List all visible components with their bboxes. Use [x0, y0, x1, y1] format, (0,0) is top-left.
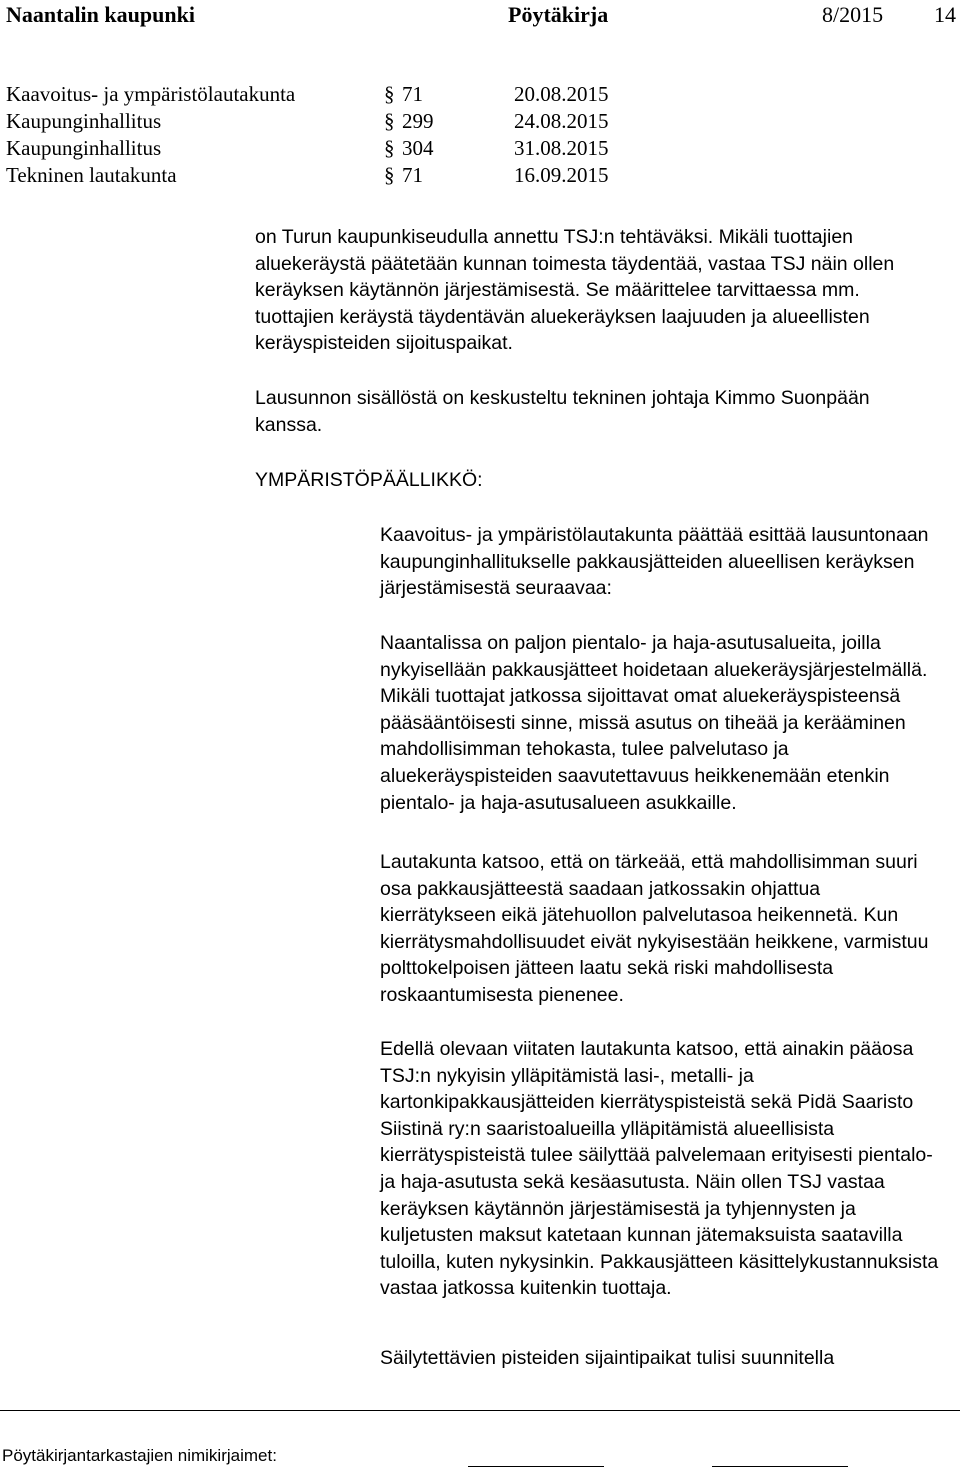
- proposal-section: [380, 849, 940, 1009]
- proposal-section: [380, 522, 940, 602]
- history-number: 71: [402, 82, 423, 106]
- proposal-section: [380, 630, 940, 816]
- signature-label: Pöytäkirjantarkastajien nimikirjaimet:: [2, 1446, 277, 1465]
- history-body: Kaavoitus- ja ympäristölautakunta: [6, 82, 296, 106]
- footer-divider: [0, 1410, 960, 1411]
- history-number: 304: [402, 136, 434, 160]
- history-body: Kaupunginhallitus: [6, 136, 162, 160]
- history-date: 24.08.2015: [514, 109, 609, 133]
- signature-line: [712, 1466, 848, 1467]
- section-sign: §: [384, 163, 395, 187]
- section-sign: §: [384, 109, 395, 133]
- proposal-paragraph: Edellä olevaan viitaten lautakunta katsoo, että ainakin pääosa TSJ:n nykyisin ylläpitämistä lasi-, metalli- ja kartonkipakkausjätteiden kierrätyspisteistä sekä Pidä Saaristo Siistinä ry:n saaristoalueilla ylläpitämistä alueellisista kierrätyspisteistä tulee säilyttää palvelemaan erityisesti pientalo- ja haja-asutusta sekä kesäasutusta. Näin ollen TSJ vastaa keräyksen käytännön järjestämisestä ja tyhjennysten ja kuljetusten maksut katetaan kunnan jätemaksuista saatavilla tuloilla, kuten nykysinkin. Pakkausjätteen käsittelykustannuksista vastaa jatkossa kuitenkin tuottaja.: [380, 1038, 939, 1300]
- page-header: [0, 0, 960, 28]
- signature-line: [468, 1466, 604, 1467]
- proposal-paragraph: Kaavoitus- ja ympäristölautakunta päättää esittää lausuntonaan kaupunginhallitukselle pakkausjätteiden alueellisen keräyksen järjestämisestä seuraavaa:: [380, 524, 929, 600]
- proposal-section: [380, 1036, 940, 1302]
- intro-section: [255, 224, 935, 357]
- history-date: 20.08.2015: [514, 82, 609, 106]
- history-body: Tekninen lautakunta: [6, 163, 177, 187]
- document-number: 8/2015: [822, 2, 884, 27]
- section-sign: §: [384, 82, 395, 106]
- discussion-paragraph: Lausunnon sisällöstä on keskusteltu tekninen johtaja Kimmo Suonpään kanssa.: [255, 387, 870, 436]
- section-sign: §: [384, 136, 395, 160]
- history-number: 299: [402, 109, 434, 133]
- document-type: Pöytäkirja: [508, 2, 609, 27]
- page-number: 14: [934, 2, 956, 27]
- proposal-paragraph: Säilytettävien pisteiden sijaintipaikat tulisi suunnitella: [380, 1347, 835, 1369]
- history-date: 16.09.2015: [514, 163, 609, 187]
- municipality-name: Naantalin kaupunki: [6, 2, 195, 27]
- history-number: 71: [402, 163, 423, 187]
- role-heading: [255, 467, 935, 494]
- intro-section: [255, 385, 935, 438]
- proposal-section: [380, 1345, 940, 1372]
- proposal-paragraph: Naantalissa on paljon pientalo- ja haja-asutusalueita, joilla nykyisellään pakkausjätteet hoidetaan aluekeräysjärjestelmällä. Mikäli tuottajat jatkossa sijoittavat omat aluekeräyspisteensä pääsääntöisesti sinne, missä asutus on tiheää ja kerääminen mahdollisimman tehokasta, tulee palvelutaso ja aluekeräyspisteiden saavutettavuus heikkenemään etenkin pientalo- ja haja-asutusalueen asukkaille.: [380, 632, 928, 814]
- history-date: 31.08.2015: [514, 136, 609, 160]
- history-body: Kaupunginhallitus: [6, 109, 162, 133]
- role-label: YMPÄRISTÖPÄÄLLIKKÖ:: [255, 469, 483, 491]
- intro-paragraph: on Turun kaupunkiseudulla annettu TSJ:n tehtäväksi. Mikäli tuottajien aluekeräystä päätetään kunnan toimesta täydentää, vastaa TSJ näin ollen keräyksen käytännön järjestämisestä. Se määrittelee tarvittaessa mm. tuottajien keräystä täydentävän aluekeräyksen laajuuden ja alueellisten keräyspisteiden sijoituspaikat.: [255, 226, 895, 355]
- proposal-paragraph: Lautakunta katsoo, että on tärkeää, että mahdollisimman suuri osa pakkausjätteestä saadaan jatkossakin ohjattua kierrätykseen eikä jätehuollon palvelutasoa heikennetä. Kun kierrätysmahdollisuudet eivät nykyisestään heikkene, varmistuu polttokelpoisen jätteen laatu sekä riski mahdollisesta roskaantumisesta pienenee.: [380, 851, 929, 1006]
